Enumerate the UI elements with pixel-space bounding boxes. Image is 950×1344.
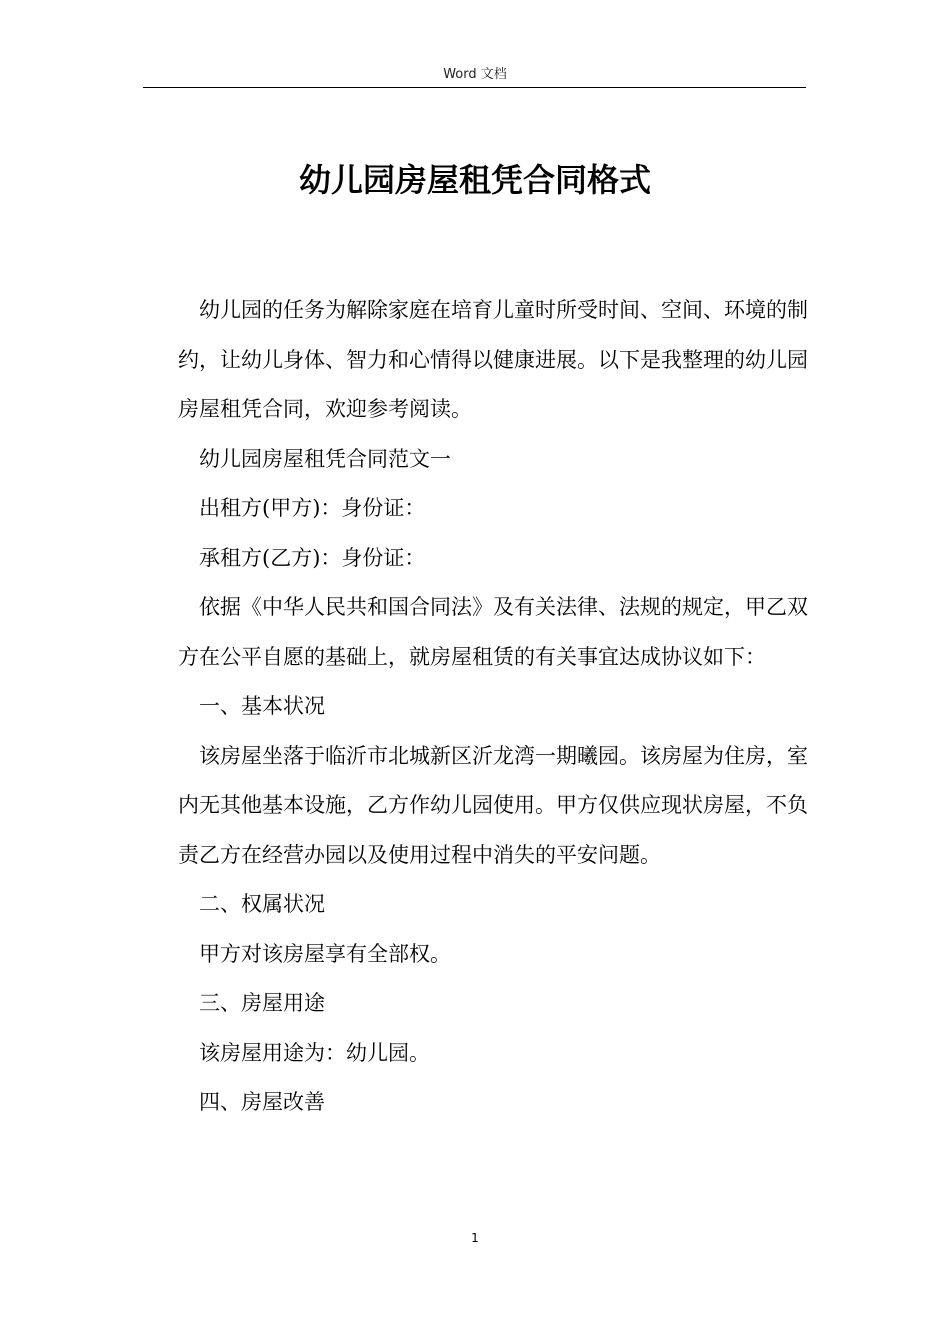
paragraph-intro: 幼儿园的任务为解除家庭在培育儿童时所受时间、空间、环境的制约，让幼儿身体、智力和心情得以健康进展。以下是我整理的幼儿园房屋租凭合同，欢迎参考阅读。 [178, 298, 808, 421]
section-heading-usage: 三、房屋用途 [199, 991, 325, 1015]
header-label: Word 文档 [443, 67, 507, 82]
paragraph-sample-heading: 幼儿园房屋租凭合同范文一 [199, 446, 451, 471]
section-heading-basic: 一、基本状况 [199, 694, 325, 718]
paragraph-ownership: 甲方对该房屋享有全部权。 [199, 941, 451, 966]
header-divider [143, 87, 806, 88]
document-title: 幼儿园房屋租凭合同格式 [298, 161, 651, 199]
section-heading-improvement: 四、房屋改善 [199, 1090, 325, 1114]
page-number: 1 [471, 1231, 479, 1245]
paragraph-lessor: 出租方(甲方)：身份证： [199, 496, 426, 520]
document-body [178, 286, 808, 1128]
paragraph-lessee: 承租方(乙方)：身份证： [199, 545, 426, 570]
paragraph-basic-details: 该房屋坐落于临沂市北城新区沂龙湾一期曦园。该房屋为住房，室内无其他基本设施，乙方作幼儿园使用。甲方仅供应现状房屋，不负责乙方在经营办园以及使用过程中消失的平安问题。 [178, 743, 808, 867]
paragraph-legal-basis: 依据《中华人民共和国合同法》及有关法律、法规的规定，甲乙双方在公平自愿的基础上，就房屋租赁的有关事宜达成协议如下： [178, 595, 808, 669]
paragraph-usage: 该房屋用途为：幼儿园。 [199, 1040, 430, 1065]
section-heading-ownership: 二、权属状况 [199, 892, 325, 916]
